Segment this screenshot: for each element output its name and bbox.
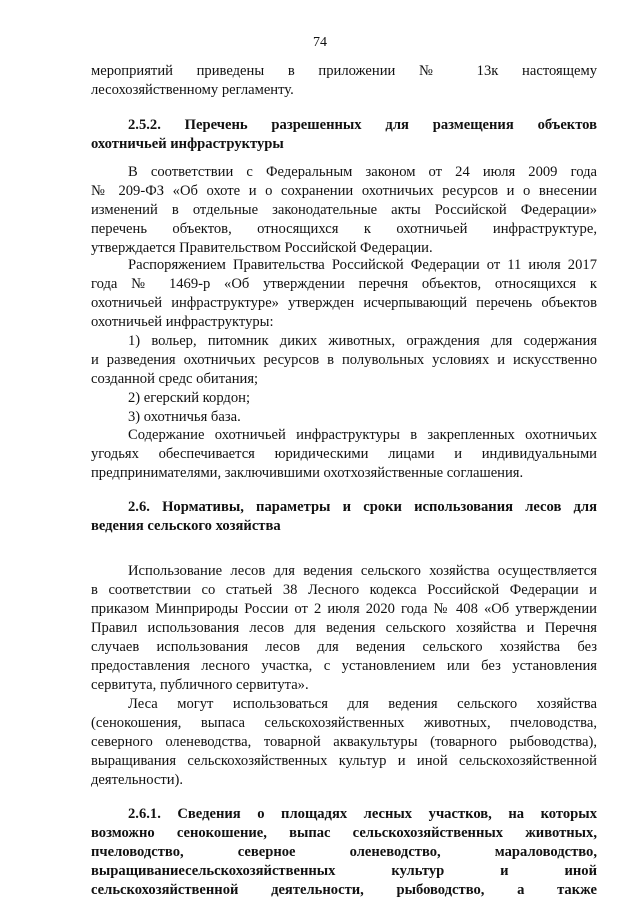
text-line: Использование лесов для ведения сельского хозяйства осуществляется <box>128 563 597 579</box>
text-line: утверждается Правительством Российской Федерации. <box>91 240 433 256</box>
section-heading: ведения сельского хозяйства <box>91 518 281 534</box>
text-line: угодьях обеспечивается юридическими лицами и индивидуальными <box>91 446 597 462</box>
text-line: северного оленеводства, товарной аквакультуры (товарного рыбоводства), <box>91 734 597 750</box>
text-line: сервитута, публичного сервитута». <box>91 677 309 693</box>
text-line: случаев использования лесов для ведения сельского хозяйства без <box>91 639 597 655</box>
section-heading: 2.6.1. Сведения о площадях лесных участков, на которых <box>128 806 597 822</box>
section-heading: возможно сенокошение, выпас сельскохозяйственных животных, <box>91 825 597 841</box>
text-line: года № 1469-р «Об утверждении перечня объектов, относящихся к <box>91 276 597 292</box>
section-heading: сельскохозяйственной деятельности, рыбоводство, а также <box>91 882 597 898</box>
text-line: деятельности). <box>91 772 184 788</box>
section-heading: 2.6. Нормативы, параметры и сроки использования лесов для <box>128 499 597 515</box>
section-heading: охотничьей инфраструктуры <box>91 136 284 152</box>
page-number: 74 <box>313 35 327 50</box>
text-line: предоставления лесного участка, с установлением или без установления <box>91 658 597 674</box>
text-line: в соответствии со статьей 38 Лесного кодекса Российской Федерации и <box>91 582 597 598</box>
text-line: изменений в отдельные законодательные акты Российской Федерации» <box>91 202 597 218</box>
list-item: 1) вольер, питомник диких животных, ограждения для содержания <box>128 333 597 349</box>
text-line: № 209-ФЗ «Об охоте и о сохранении охотничьих ресурсов и о внесении <box>91 183 597 199</box>
text-line: охотничьей инфраструктуре» утвержден исчерпывающий перечень объектов <box>91 295 597 311</box>
text-line: Леса могут использоваться для ведения сельского хозяйства <box>128 696 597 712</box>
text-line: предпринимателями, заключившими охотхозяйственные соглашения. <box>91 465 524 481</box>
text-line: приказом Минприроды России от 2 июля 2020 года № 408 «Об утверждении <box>91 601 597 617</box>
list-item: 2) егерский кордон; <box>128 390 251 406</box>
text-line: Правил использования лесов для ведения сельского хозяйства и Перечня <box>91 620 597 636</box>
text-line: (сенокошения, выпаса сельскохозяйственных животных, пчеловодства, <box>91 715 597 731</box>
section-heading: пчеловодство, северное оленеводство, мараловодство, <box>91 844 597 860</box>
text-line: и разведения охотничьих ресурсов в полувольных условиях и искусственно <box>91 352 597 368</box>
text-line: В соответствии с Федеральным законом от 24 июля 2009 года <box>128 164 597 180</box>
text-line: мероприятий приведены в приложении № 13к настоящему <box>91 63 597 79</box>
section-heading: выращиваниесельскохозяйственных культур и иной <box>91 863 597 879</box>
text-line: перечень объектов, относящихся к охотничьей инфраструктуре, <box>91 221 597 237</box>
section-heading: 2.5.2. Перечень разрешенных для размещения объектов <box>128 117 597 133</box>
list-item: 3) охотничья база. <box>128 409 241 425</box>
text-line: Распоряжением Правительства Российской Федерации от 11 июля 2017 <box>128 257 597 273</box>
text-line: созданной средс обитания; <box>91 371 259 387</box>
text-line: лесохозяйственному регламенту. <box>91 82 294 98</box>
text-line: Содержание охотничьей инфраструктуры в закрепленных охотничьих <box>128 427 597 443</box>
text-line: охотничьей инфраструктуры: <box>91 314 274 330</box>
text-line: выращивания сельскохозяйственных культур и иной сельскохозяйственной <box>91 753 597 769</box>
